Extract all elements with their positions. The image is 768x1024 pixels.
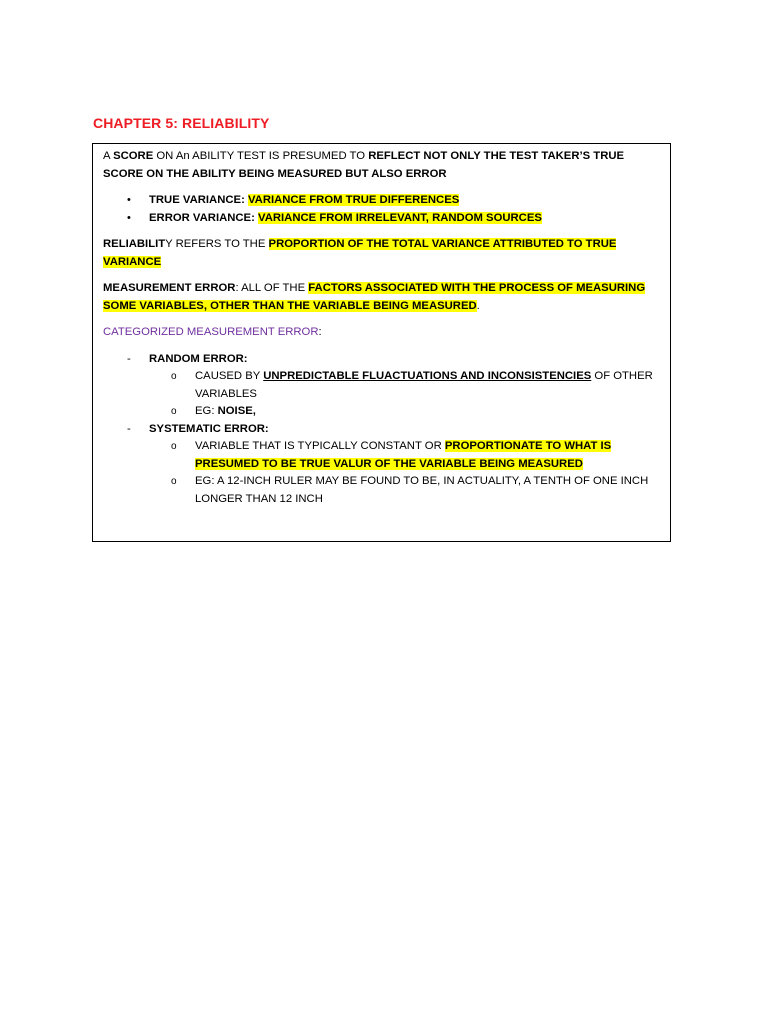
circle-bullet-icon: o bbox=[171, 441, 177, 452]
random-error-sublist bbox=[149, 368, 662, 421]
error-types-list bbox=[103, 351, 662, 509]
intro-paragraph: A SCORE ON An ABILITY TEST IS PRESUMED TO REFLECT NOT ONLY THE TEST TAKER’S TRUE SCORE ON THE ABILITY BEING MEASURED BUT ALSO ERROR bbox=[103, 150, 625, 180]
systematic-error-sublist bbox=[149, 438, 662, 508]
circle-bullet-icon: o bbox=[171, 371, 177, 382]
list-item: - RANDOM ERROR: o CAUSED BY UNPREDICTABLE FLUACTUATIONS AND INCONSISTENCIES OF OTHER VARIABLES o EG: NOISE, bbox=[103, 351, 662, 421]
notes-content bbox=[103, 148, 662, 508]
reliability-paragraph: RELIABILITY REFERS TO THE PROPORTION OF THE TOTAL VARIANCE ATTRIBUTED TO TRUE VARIANCE bbox=[103, 238, 617, 268]
dash-icon: - bbox=[127, 422, 131, 435]
bullet-icon: • bbox=[127, 211, 131, 224]
list-item: o EG: NOISE, bbox=[103, 403, 662, 421]
list-item: o CAUSED BY UNPREDICTABLE FLUACTUATIONS AND INCONSISTENCIES OF OTHER VARIABLES bbox=[171, 370, 653, 400]
bullet-icon: • bbox=[127, 194, 131, 206]
notes-box bbox=[92, 143, 671, 542]
chapter-title: CHAPTER 5: RELIABILITY bbox=[93, 115, 270, 131]
categorized-heading: CATEGORIZED MEASUREMENT ERROR: bbox=[103, 326, 322, 338]
variance-list bbox=[103, 192, 662, 227]
list-item: - SYSTEMATIC ERROR: o VARIABLE THAT IS TYPICALLY CONSTANT OR PROPORTIONATE TO WHAT IS PRESUMED TO BE TRUE VALUR OF THE VARIABLE BEING MEASURED o EG: A 12-INCH RULER MAY BE FOUND TO BE, IN ACTUALITY, A TENTH OF ONE INCH LONGER THAN 12 INCH bbox=[103, 421, 662, 509]
list-item: • ERROR VARIANCE: VARIANCE FROM IRRELEVANT, RANDOM SOURCES bbox=[103, 210, 662, 228]
list-item: o EG: A 12-INCH RULER MAY BE FOUND TO BE, IN ACTUALITY, A TENTH OF ONE INCH LONGER THAN 12 INCH bbox=[171, 475, 649, 505]
list-item: o VARIABLE THAT IS TYPICALLY CONSTANT OR PROPORTIONATE TO WHAT IS PRESUMED TO BE TRUE VALUR OF THE VARIABLE BEING MEASURED bbox=[171, 440, 612, 470]
dash-icon: - bbox=[127, 352, 131, 365]
measurement-error-paragraph: MEASUREMENT ERROR: ALL OF THE FACTORS ASSOCIATED WITH THE PROCESS OF MEASURING SOME VARIABLES, OTHER THAN THE VARIABLE BEING MEASURED. bbox=[103, 282, 646, 312]
list-item: • TRUE VARIANCE: VARIANCE FROM TRUE DIFFERENCES bbox=[103, 192, 662, 210]
circle-bullet-icon: o bbox=[171, 406, 177, 417]
circle-bullet-icon: o bbox=[171, 476, 177, 487]
